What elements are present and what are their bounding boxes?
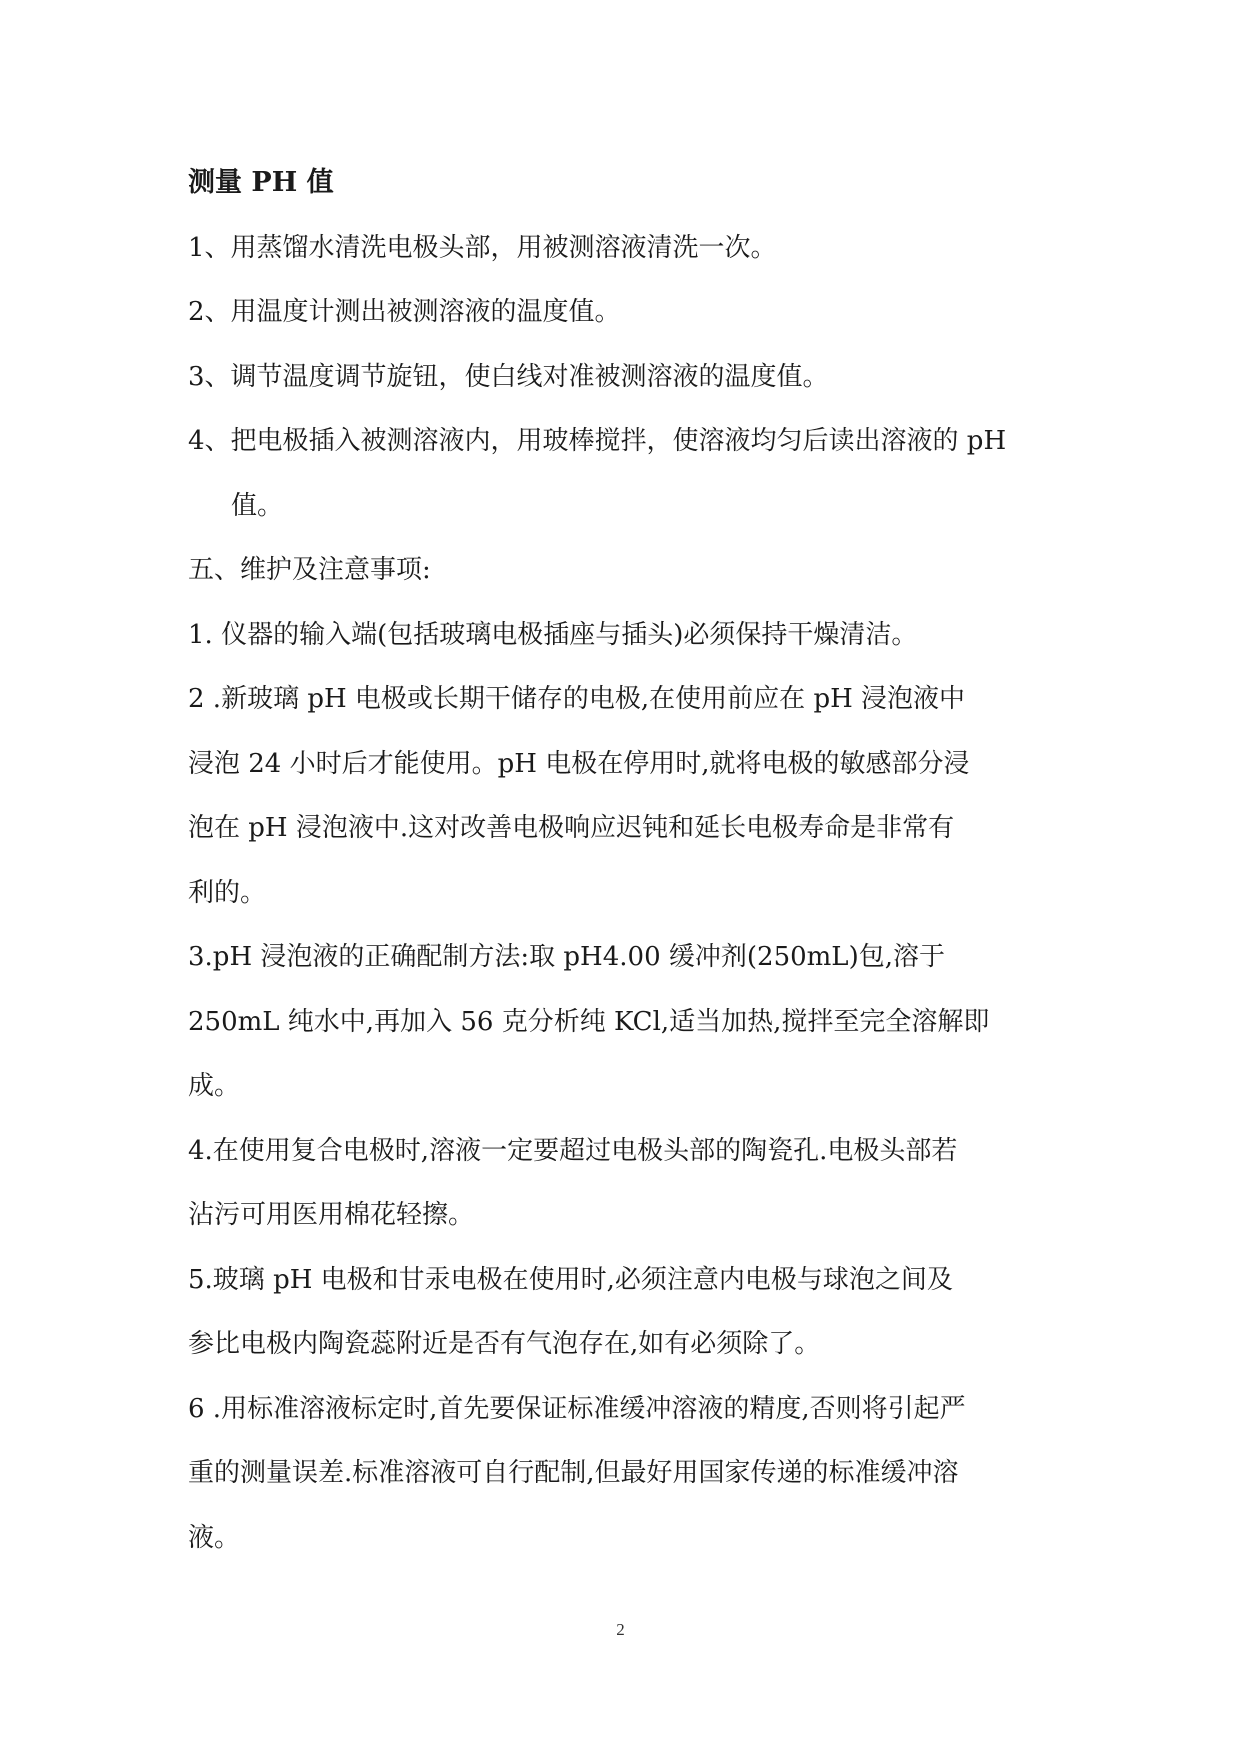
page-number: 2 <box>616 1620 625 1639</box>
note-2-line-4: 利的。 <box>188 878 267 908</box>
note-6-line-3: 液。 <box>188 1523 241 1553</box>
step-1: 1、用蒸馏水清洗电极头部，用被测溶液清洗一次。 <box>188 233 777 263</box>
note-4-line-1: 4.在使用复合电极时,溶液一定要超过电极头部的陶瓷孔.电极头部若 <box>188 1136 958 1166</box>
note-4-line-2: 沾污可用医用棉花轻擦。 <box>188 1200 475 1230</box>
note-5-line-1: 5.玻璃 pH 电极和甘汞电极在使用时,必须注意内电极与球泡之间及 <box>188 1265 953 1295</box>
note-2-line-2: 浸泡 24 小时后才能使用。pH 电极在停用时,就将电极的敏感部分浸 <box>188 749 970 779</box>
step-3: 3、调节温度调节旋钮，使白线对准被测溶液的温度值。 <box>188 362 829 392</box>
note-2-line-1: 2 .新玻璃 pH 电极或长期干储存的电极,在使用前应在 pH 浸泡液中 <box>188 684 966 714</box>
note-3-line-3: 成。 <box>188 1071 241 1101</box>
note-1: 1. 仪器的输入端(包括玻璃电极插座与插头)必须保持干燥清洁。 <box>188 620 918 650</box>
note-3-line-2: 250mL 纯水中,再加入 56 克分析纯 KCl,适当加热,搅拌至完全溶解即 <box>188 1007 990 1037</box>
step-4-continued: 值。 <box>231 491 284 521</box>
note-6-line-2: 重的测量误差.标准溶液可自行配制,但最好用国家传递的标准缓冲溶 <box>188 1458 959 1488</box>
step-4: 4、把电极插入被测溶液内，用玻棒搅拌，使溶液均匀后读出溶液的 pH <box>188 426 1007 456</box>
maintenance-heading: 五、维护及注意事项: <box>188 555 431 585</box>
note-5-line-2: 参比电极内陶瓷蕊附近是否有气泡存在,如有必须除了。 <box>188 1329 821 1359</box>
note-2-line-3: 泡在 pH 浸泡液中.这对改善电极响应迟钝和延长电极寿命是非常有 <box>188 813 955 843</box>
section-heading: 测量 PH 值 <box>188 167 334 198</box>
step-2: 2、用温度计测出被测溶液的温度值。 <box>188 297 621 327</box>
note-3-line-1: 3.pH 浸泡液的正确配制方法:取 pH4.00 缓冲剂(250mL)包,溶于 <box>188 942 945 972</box>
note-6-line-1: 6 .用标准溶液标定时,首先要保证标准缓冲溶液的精度,否则将引起严 <box>188 1394 966 1424</box>
